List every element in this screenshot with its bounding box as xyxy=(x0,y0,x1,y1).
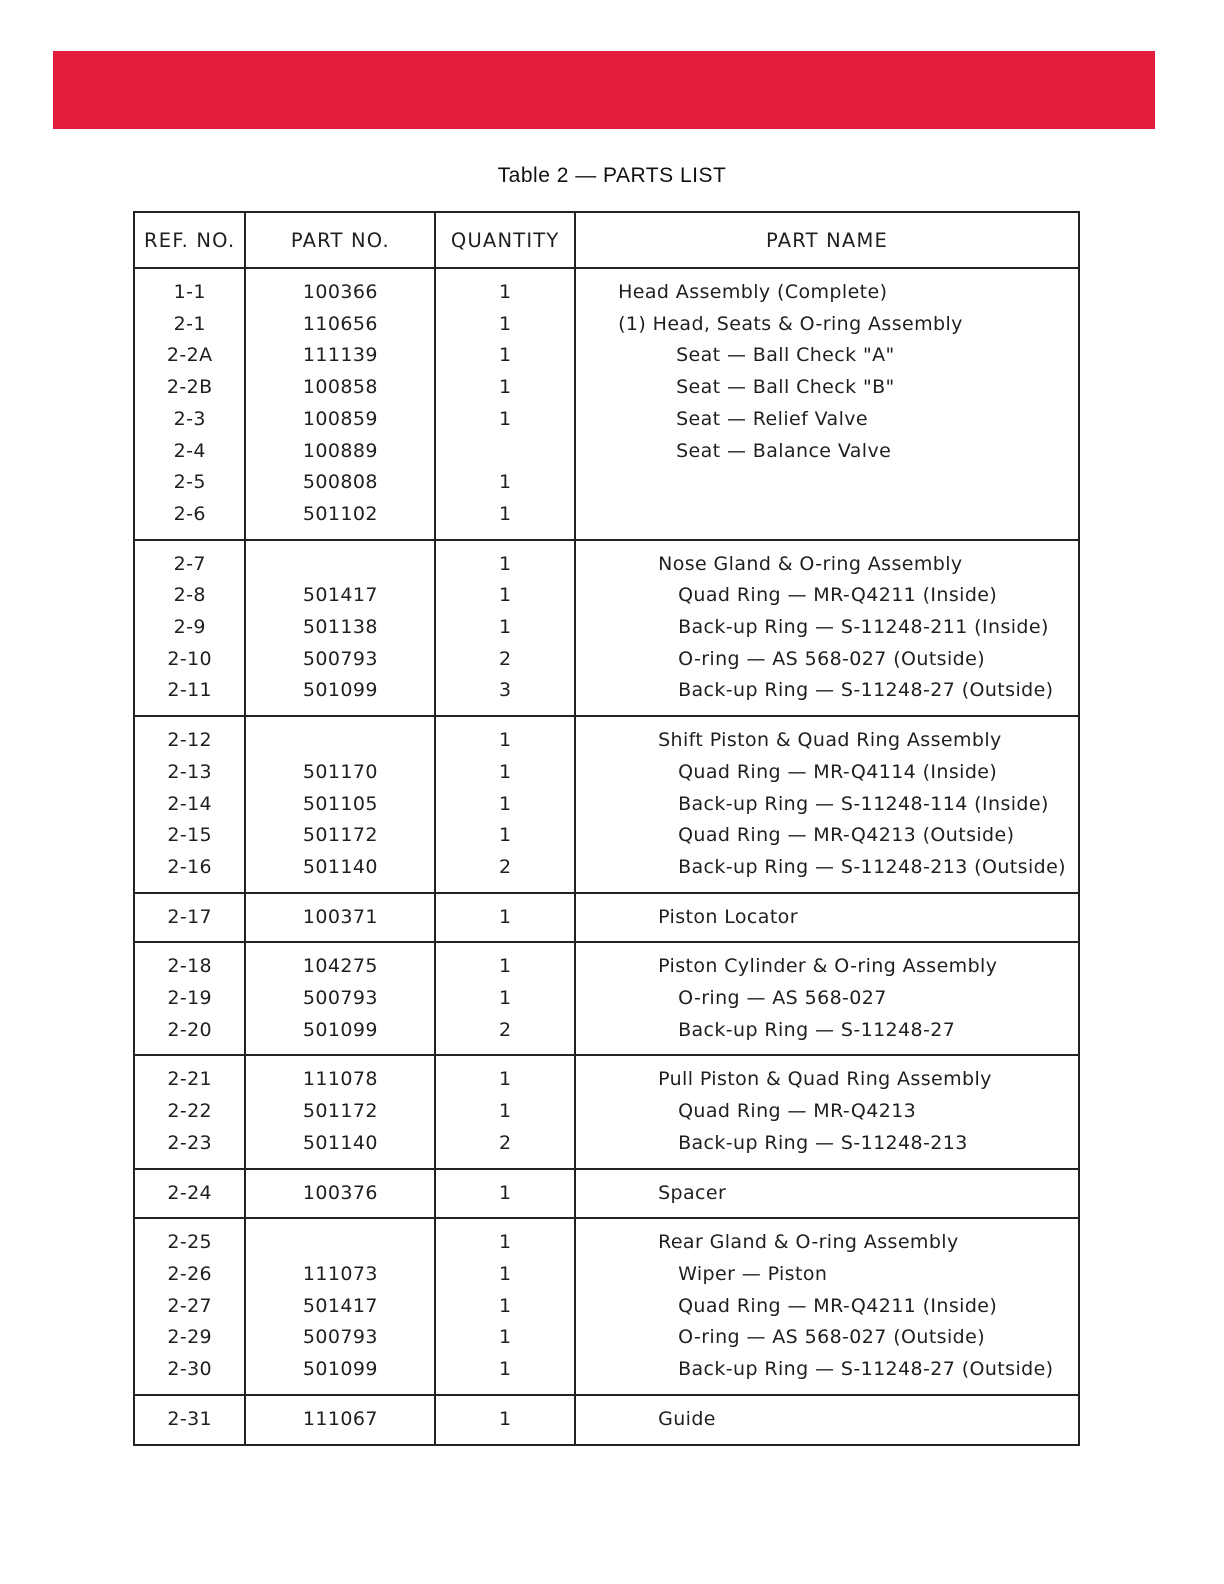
header-banner xyxy=(53,51,1155,129)
table-row xyxy=(134,820,1079,852)
table-row xyxy=(134,404,1079,436)
part-name-cell: Back-up Ring — S-11248-213 xyxy=(575,1128,1079,1169)
quantity-cell: 1 xyxy=(435,499,575,540)
table-row xyxy=(134,580,1079,612)
part-no-cell: 501172 xyxy=(245,820,435,852)
table-row xyxy=(134,893,1079,943)
ref-no-cell: 2-16 xyxy=(134,852,245,893)
part-no-cell: 501417 xyxy=(245,1291,435,1323)
part-no-cell: 100371 xyxy=(245,893,435,943)
quantity-cell: 1 xyxy=(435,404,575,436)
part-no-cell: 100366 xyxy=(245,268,435,309)
ref-no-cell: 2-14 xyxy=(134,789,245,821)
table-row xyxy=(134,1169,1079,1219)
part-name-cell: Rear Gland & O-ring Assembly xyxy=(575,1218,1079,1259)
parts-group xyxy=(134,540,1079,717)
ref-no-cell: 2-31 xyxy=(134,1395,245,1445)
column-header-part-name: PART NAME xyxy=(575,212,1079,268)
part-no-cell: 501417 xyxy=(245,580,435,612)
ref-no-cell: 2-5 xyxy=(134,467,245,499)
quantity-cell: 1 xyxy=(435,1169,575,1219)
part-no-cell: 501170 xyxy=(245,757,435,789)
quantity-cell: 1 xyxy=(435,716,575,757)
part-name-cell xyxy=(575,467,1079,499)
quantity-cell: 1 xyxy=(435,1096,575,1128)
part-name-cell: Quad Ring — MR-Q4114 (Inside) xyxy=(575,757,1079,789)
ref-no-cell: 2-3 xyxy=(134,404,245,436)
table-row xyxy=(134,1218,1079,1259)
part-name-cell: Back-up Ring — S-11248-27 xyxy=(575,1015,1079,1056)
table-row xyxy=(134,1322,1079,1354)
ref-no-cell: 2-26 xyxy=(134,1259,245,1291)
ref-no-cell: 2-9 xyxy=(134,612,245,644)
parts-group xyxy=(134,268,1079,540)
table-row xyxy=(134,1354,1079,1395)
table-row xyxy=(134,757,1079,789)
part-no-cell: 100376 xyxy=(245,1169,435,1219)
ref-no-cell: 2-19 xyxy=(134,983,245,1015)
table-row xyxy=(134,372,1079,404)
column-header-part-no: PART NO. xyxy=(245,212,435,268)
ref-no-cell: 2-13 xyxy=(134,757,245,789)
quantity-cell: 3 xyxy=(435,675,575,716)
table-row xyxy=(134,268,1079,309)
quantity-cell: 1 xyxy=(435,1259,575,1291)
part-no-cell: 100858 xyxy=(245,372,435,404)
quantity-cell: 1 xyxy=(435,580,575,612)
part-name-cell: Back-up Ring — S-11248-27 (Outside) xyxy=(575,1354,1079,1395)
parts-group xyxy=(134,716,1079,893)
ref-no-cell: 2-7 xyxy=(134,540,245,581)
part-name-cell: O-ring — AS 568-027 (Outside) xyxy=(575,644,1079,676)
quantity-cell: 1 xyxy=(435,820,575,852)
part-name-cell: Seat — Ball Check "A" xyxy=(575,340,1079,372)
table-row xyxy=(134,1055,1079,1096)
table-row xyxy=(134,1259,1079,1291)
table-row xyxy=(134,716,1079,757)
part-name-cell: O-ring — AS 568-027 xyxy=(575,983,1079,1015)
quantity-cell xyxy=(435,436,575,468)
quantity-cell: 1 xyxy=(435,467,575,499)
part-no-cell: 111073 xyxy=(245,1259,435,1291)
part-no-cell: 501138 xyxy=(245,612,435,644)
table-row xyxy=(134,1128,1079,1169)
quantity-cell: 1 xyxy=(435,1395,575,1445)
quantity-cell: 1 xyxy=(435,1055,575,1096)
quantity-cell: 2 xyxy=(435,644,575,676)
quantity-cell: 1 xyxy=(435,340,575,372)
part-no-cell: 501172 xyxy=(245,1096,435,1128)
table-row xyxy=(134,942,1079,983)
ref-no-cell: 2-11 xyxy=(134,675,245,716)
table-row xyxy=(134,1395,1079,1445)
part-name-cell: Seat — Balance Valve xyxy=(575,436,1079,468)
part-no-cell xyxy=(245,716,435,757)
part-name-cell: Wiper — Piston xyxy=(575,1259,1079,1291)
table-row xyxy=(134,340,1079,372)
part-no-cell: 110656 xyxy=(245,309,435,341)
table-row xyxy=(134,540,1079,581)
part-no-cell: 501099 xyxy=(245,1015,435,1056)
column-header-ref-no: REF. NO. xyxy=(134,212,245,268)
part-name-cell: Piston Cylinder & O-ring Assembly xyxy=(575,942,1079,983)
quantity-cell: 1 xyxy=(435,789,575,821)
quantity-cell: 1 xyxy=(435,612,575,644)
table-row xyxy=(134,983,1079,1015)
ref-no-cell: 2-12 xyxy=(134,716,245,757)
parts-list-table xyxy=(133,211,1080,1446)
table-header xyxy=(134,212,1079,268)
part-name-cell: Piston Locator xyxy=(575,893,1079,943)
quantity-cell: 1 xyxy=(435,1218,575,1259)
part-no-cell xyxy=(245,540,435,581)
part-no-cell: 501099 xyxy=(245,675,435,716)
part-no-cell: 500793 xyxy=(245,983,435,1015)
ref-no-cell: 2-25 xyxy=(134,1218,245,1259)
quantity-cell: 1 xyxy=(435,983,575,1015)
part-name-cell xyxy=(575,499,1079,540)
part-no-cell: 111078 xyxy=(245,1055,435,1096)
ref-no-cell: 2-15 xyxy=(134,820,245,852)
ref-no-cell: 2-23 xyxy=(134,1128,245,1169)
part-name-cell: Guide xyxy=(575,1395,1079,1445)
quantity-cell: 1 xyxy=(435,309,575,341)
table-row xyxy=(134,1096,1079,1128)
parts-group xyxy=(134,1055,1079,1168)
part-name-cell: Quad Ring — MR-Q4213 xyxy=(575,1096,1079,1128)
quantity-cell: 2 xyxy=(435,1128,575,1169)
part-name-cell: Seat — Ball Check "B" xyxy=(575,372,1079,404)
part-no-cell: 500793 xyxy=(245,1322,435,1354)
part-name-cell: Pull Piston & Quad Ring Assembly xyxy=(575,1055,1079,1096)
part-no-cell: 501140 xyxy=(245,852,435,893)
table-row xyxy=(134,852,1079,893)
table-row xyxy=(134,499,1079,540)
quantity-cell: 1 xyxy=(435,540,575,581)
quantity-cell: 2 xyxy=(435,852,575,893)
ref-no-cell: 2-29 xyxy=(134,1322,245,1354)
quantity-cell: 1 xyxy=(435,893,575,943)
part-no-cell: 104275 xyxy=(245,942,435,983)
ref-no-cell: 2-27 xyxy=(134,1291,245,1323)
part-name-cell: Quad Ring — MR-Q4211 (Inside) xyxy=(575,580,1079,612)
part-no-cell: 111067 xyxy=(245,1395,435,1445)
ref-no-cell: 2-8 xyxy=(134,580,245,612)
part-name-cell: Seat — Relief Valve xyxy=(575,404,1079,436)
part-no-cell: 100889 xyxy=(245,436,435,468)
part-name-cell: Back-up Ring — S-11248-211 (Inside) xyxy=(575,612,1079,644)
ref-no-cell: 2-30 xyxy=(134,1354,245,1395)
part-name-cell: Back-up Ring — S-11248-213 (Outside) xyxy=(575,852,1079,893)
table-row xyxy=(134,675,1079,716)
column-header-quantity: QUANTITY xyxy=(435,212,575,268)
part-no-cell: 501105 xyxy=(245,789,435,821)
ref-no-cell: 2-20 xyxy=(134,1015,245,1056)
quantity-cell: 1 xyxy=(435,372,575,404)
part-name-cell: Head Assembly (Complete) xyxy=(575,268,1079,309)
quantity-cell: 1 xyxy=(435,268,575,309)
quantity-cell: 1 xyxy=(435,1322,575,1354)
table-row xyxy=(134,309,1079,341)
part-no-cell: 501102 xyxy=(245,499,435,540)
part-name-cell: Quad Ring — MR-Q4211 (Inside) xyxy=(575,1291,1079,1323)
ref-no-cell: 2-22 xyxy=(134,1096,245,1128)
ref-no-cell: 1-1 xyxy=(134,268,245,309)
ref-no-cell: 2-18 xyxy=(134,942,245,983)
quantity-cell: 1 xyxy=(435,1291,575,1323)
part-name-cell: Spacer xyxy=(575,1169,1079,1219)
table-row xyxy=(134,436,1079,468)
part-no-cell xyxy=(245,1218,435,1259)
quantity-cell: 1 xyxy=(435,1354,575,1395)
part-name-cell: (1) Head, Seats & O-ring Assembly xyxy=(575,309,1079,341)
header-row xyxy=(134,212,1079,268)
table-row xyxy=(134,1015,1079,1056)
table-row xyxy=(134,612,1079,644)
quantity-cell: 1 xyxy=(435,757,575,789)
ref-no-cell: 2-10 xyxy=(134,644,245,676)
part-name-cell: Back-up Ring — S-11248-114 (Inside) xyxy=(575,789,1079,821)
part-name-cell: Shift Piston & Quad Ring Assembly xyxy=(575,716,1079,757)
quantity-cell: 1 xyxy=(435,942,575,983)
parts-group xyxy=(134,1169,1079,1219)
part-no-cell: 100859 xyxy=(245,404,435,436)
table-row xyxy=(134,644,1079,676)
parts-group xyxy=(134,893,1079,943)
table-row xyxy=(134,467,1079,499)
ref-no-cell: 2-24 xyxy=(134,1169,245,1219)
quantity-cell: 2 xyxy=(435,1015,575,1056)
part-no-cell: 500793 xyxy=(245,644,435,676)
part-name-cell: Back-up Ring — S-11248-27 (Outside) xyxy=(575,675,1079,716)
table-title: Table 2 — PARTS LIST xyxy=(497,164,727,187)
part-no-cell: 500808 xyxy=(245,467,435,499)
ref-no-cell: 2-6 xyxy=(134,499,245,540)
ref-no-cell: 2-17 xyxy=(134,893,245,943)
part-name-cell: Nose Gland & O-ring Assembly xyxy=(575,540,1079,581)
parts-group xyxy=(134,1218,1079,1395)
part-no-cell: 501099 xyxy=(245,1354,435,1395)
ref-no-cell: 2-4 xyxy=(134,436,245,468)
table-row xyxy=(134,1291,1079,1323)
part-name-cell: O-ring — AS 568-027 (Outside) xyxy=(575,1322,1079,1354)
table-row xyxy=(134,789,1079,821)
ref-no-cell: 2-21 xyxy=(134,1055,245,1096)
part-name-cell: Quad Ring — MR-Q4213 (Outside) xyxy=(575,820,1079,852)
ref-no-cell: 2-2A xyxy=(134,340,245,372)
part-no-cell: 111139 xyxy=(245,340,435,372)
part-no-cell: 501140 xyxy=(245,1128,435,1169)
parts-group xyxy=(134,1395,1079,1445)
parts-group xyxy=(134,942,1079,1055)
ref-no-cell: 2-2B xyxy=(134,372,245,404)
ref-no-cell: 2-1 xyxy=(134,309,245,341)
